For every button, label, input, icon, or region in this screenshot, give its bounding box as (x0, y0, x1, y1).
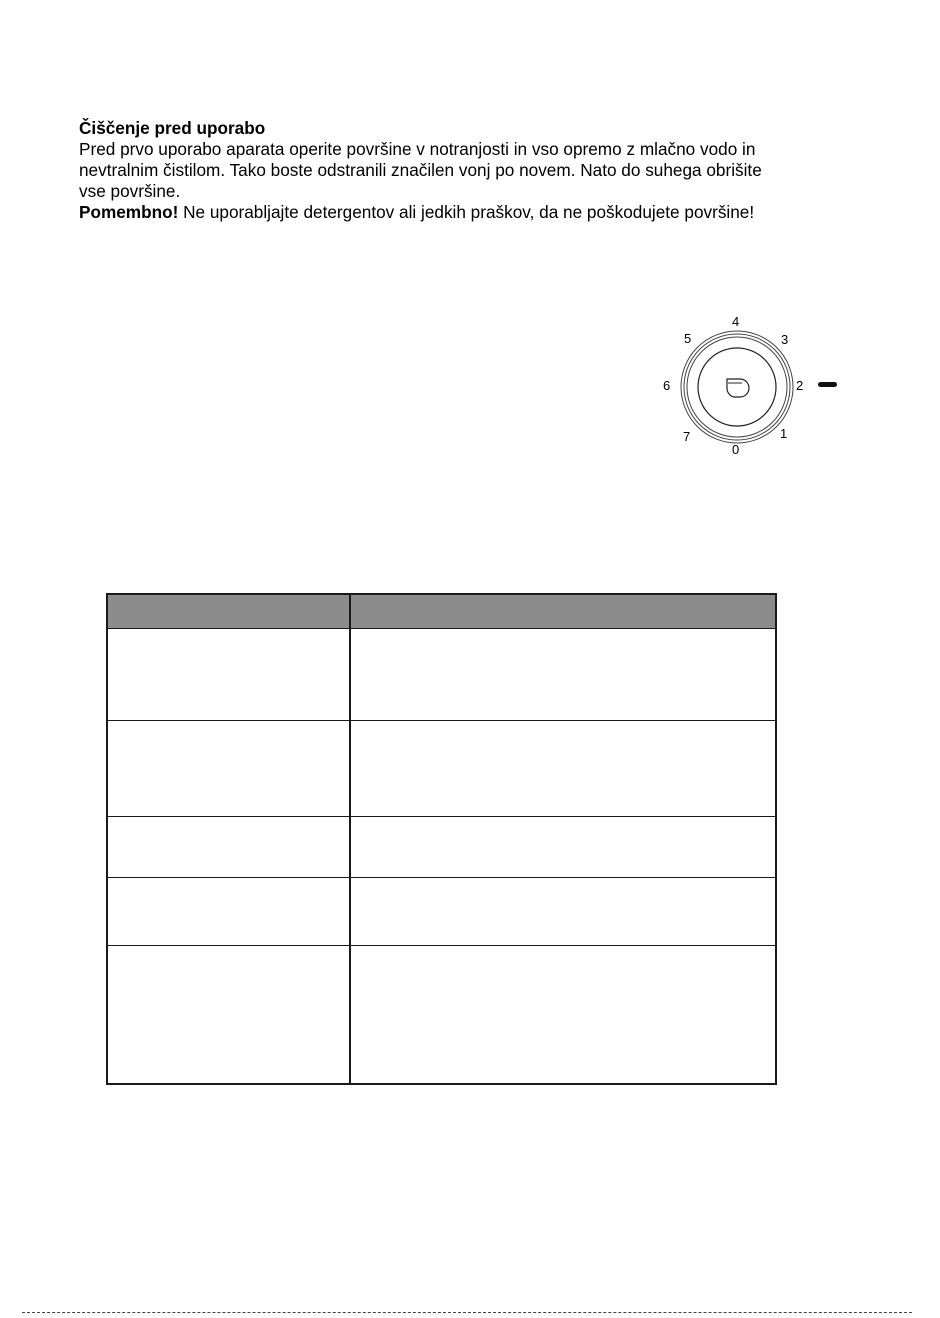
dial-number-7: 7 (683, 429, 691, 444)
paragraph-line: Pred prvo uporabo aparata operite površine v notranjosti in vso opremo z mlačno vodo in (79, 139, 756, 159)
dial-number-4: 4 (732, 314, 740, 329)
paragraph-line: vse površine. (79, 181, 181, 201)
paragraph-line: nevtralnim čistilom. Tako boste odstranili značilen vonj po novem. Nato do suhega obrišite (79, 160, 762, 180)
important-note (79, 202, 859, 223)
page-bottom-rule (22, 1312, 912, 1313)
dial-number-3: 3 (781, 332, 789, 347)
dial-number-0: 0 (732, 442, 740, 457)
row-divider (108, 720, 775, 721)
dial-number-1: 1 (780, 426, 788, 441)
important-text: Ne uporabljajte detergentov ali jedkih praškov, da ne poškodujete površine! (178, 202, 755, 222)
column-divider (349, 595, 351, 1083)
dial-number-2: 2 (796, 378, 804, 393)
cleaning-section (79, 118, 859, 223)
row-divider (108, 816, 775, 817)
dial-number-6: 6 (663, 378, 671, 393)
info-table (106, 593, 777, 1085)
important-label: Pomembno! (79, 202, 179, 222)
dial-number-5: 5 (684, 331, 692, 346)
dial-graphic (650, 310, 850, 470)
thermostat-dial-diagram (650, 310, 850, 470)
row-divider (108, 877, 775, 878)
section-heading: Čiščenje pred uporabo (79, 118, 266, 138)
table-header (108, 595, 775, 629)
row-divider (108, 945, 775, 946)
